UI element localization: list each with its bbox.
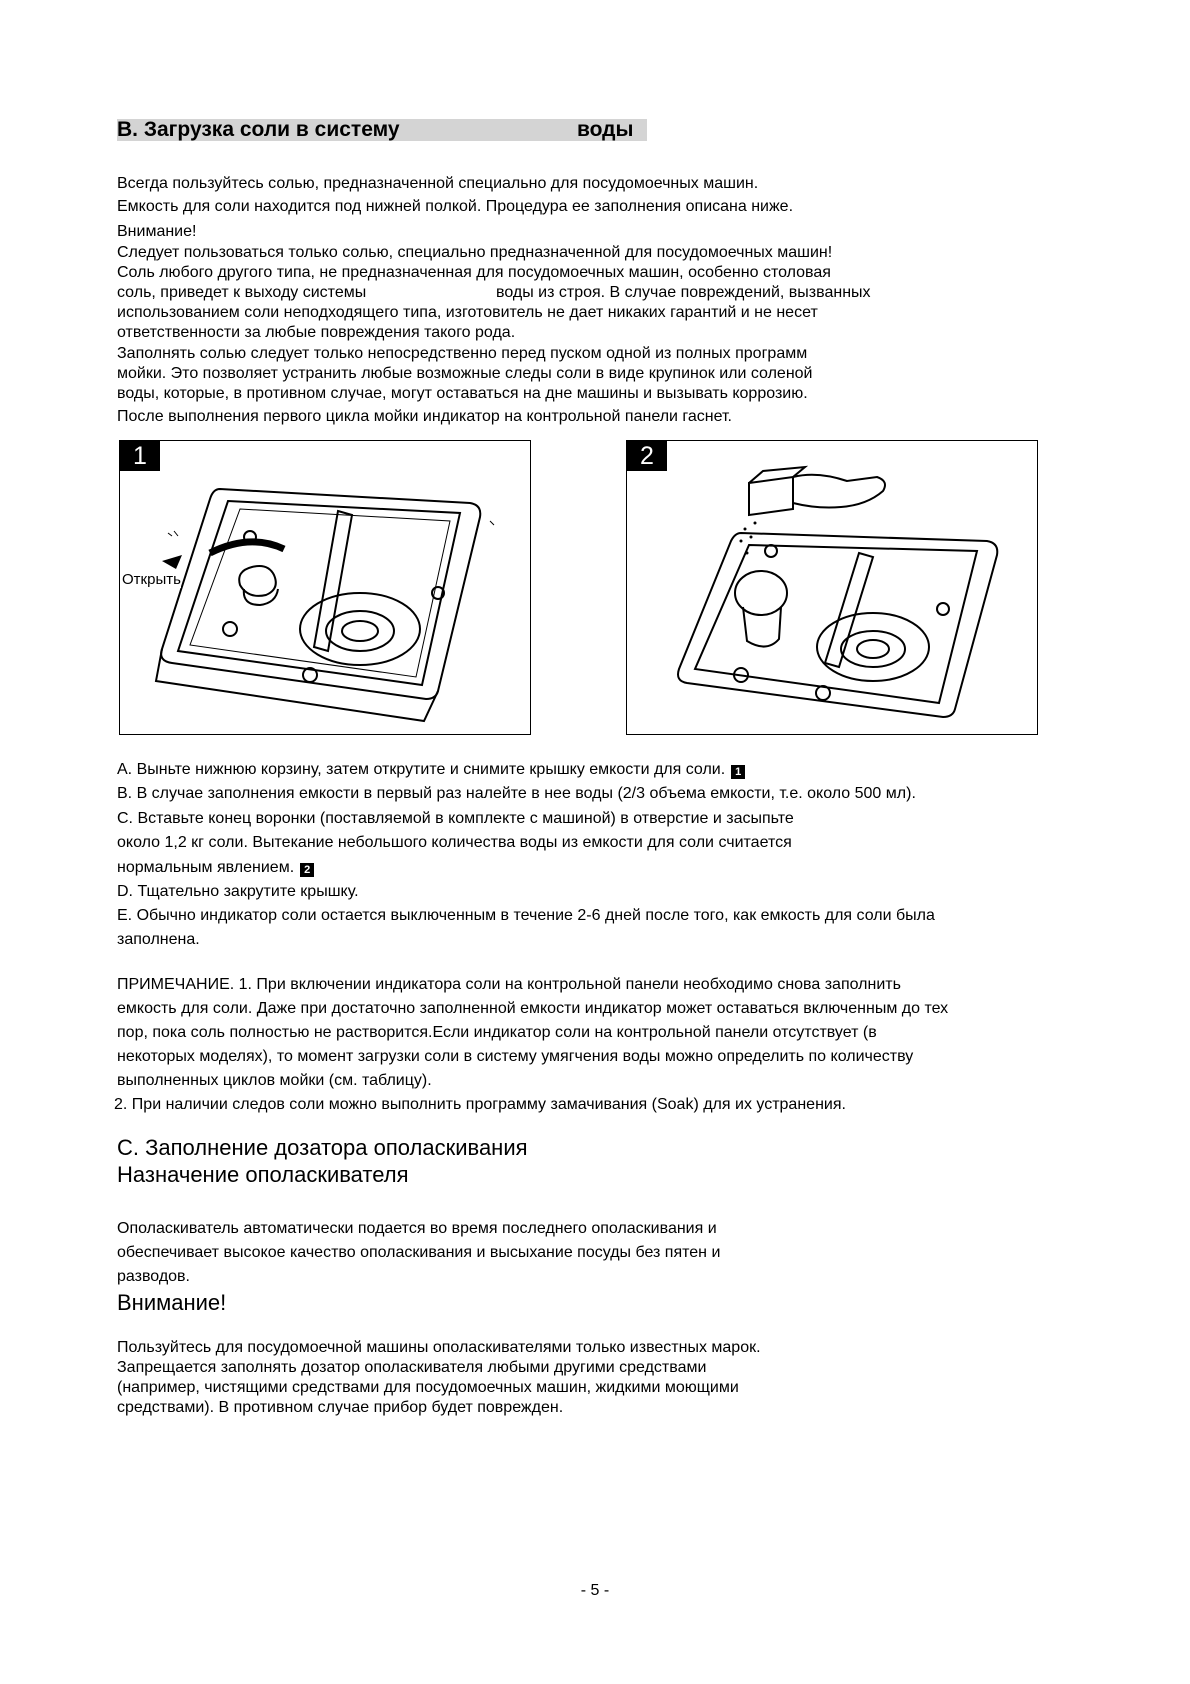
step-c-cont: около 1,2 кг соли. Вытекание небольшого количества воды из емкости для соли считается — [117, 834, 792, 851]
purpose-line: обеспечивает высокое качество ополаскивания и высыхание посуды без пятен и — [117, 1244, 721, 1261]
attention-line: воды, которые, в противном случае, могут оставаться на дне машины и вызывать коррозию. — [117, 385, 808, 402]
step-e: E. Обычно индикатор соли остается выключенным в течение 2-6 дней после того, как емкость для соли была — [117, 907, 935, 924]
attention-line: Следует пользоваться только солью, специально предназначенной для посудомоечных машин! — [117, 244, 833, 261]
section-c-title: C. Заполнение дозатора ополаскивания — [117, 1135, 528, 1160]
attention-line: средствами). В противном случае прибор будет поврежден. — [117, 1399, 564, 1416]
attention-line: воды из строя. В случае повреждений, вызванных — [496, 284, 871, 301]
section-b-heading — [117, 119, 647, 141]
attention-line: ответственности за любые повреждения такого рода. — [117, 324, 516, 341]
note-line-2: 2. При наличии следов соли можно выполнить программу замачивания (Soak) для их устранения. — [114, 1096, 846, 1113]
attention-line: использованием соли неподходящего типа, изготовитель не дает никаких гарантий и не несет — [117, 304, 818, 321]
step-d: D. Тщательно закрутите крышку. — [117, 883, 359, 900]
purpose-line: Ополаскиватель автоматически подается во время последнего ополаскивания и — [117, 1220, 717, 1237]
attention-line: соль, приведет к выходу системы — [117, 284, 367, 301]
dishwasher-tub-illustration — [120, 441, 530, 734]
paragraph: Емкость для соли находится под нижней полкой. Процедура ее заполнения описана ниже. — [117, 198, 794, 215]
note-line: емкость для соли. Даже при достаточно заполненной емкости индикатор может оставаться включенным до тех — [117, 1000, 949, 1017]
section-b-title: B. Загрузка соли в систему — [117, 118, 400, 141]
note-line: ПРИМЕЧАНИЕ. 1. При включении индикатора соли на контрольной панели необходимо снова заполнить — [117, 976, 901, 993]
figure-number: 1 — [120, 441, 160, 471]
attention-line: Заполнять солью следует только непосредственно перед пуском одной из полных программ — [117, 345, 808, 362]
paragraph: Всегда пользуйтесь солью, предназначенной специально для посудомоечных машин. — [117, 175, 759, 192]
note-line: некоторых моделях), то момент загрузки соли в систему умягчения воды можно определить по количеству — [117, 1048, 914, 1065]
attention-line: (например, чистящими средствами для посудомоечных машин, жидкими моющими — [117, 1379, 739, 1396]
open-label: Открыть — [122, 571, 181, 588]
purpose-line: разводов. — [117, 1268, 190, 1285]
note-line: выполненных циклов мойки (см. таблицу). — [117, 1072, 432, 1089]
attention-label: Внимание! — [117, 223, 197, 240]
page-number: - 5 - — [580, 1582, 610, 1599]
step-c-end: нормальным явлением. 2 — [117, 858, 314, 879]
paragraph: После выполнения первого цикла мойки индикатор на контрольной панели гаснет. — [117, 408, 732, 425]
attention-line: Соль любого другого типа, не предназначенная для посудомоечных машин, особенно столовая — [117, 264, 831, 281]
figure-ref-badge: 1 — [731, 765, 745, 779]
attention-line: мойки. Это позволяет устранить любые возможные следы соли в виде крупинок или соленой — [117, 365, 813, 382]
section-c-subtitle: Назначение ополаскивателя — [117, 1162, 409, 1187]
note-line: пор, пока соль полностью не растворится.Если индикатор соли на контрольной панели отсутствует (в — [117, 1024, 877, 1041]
attention-line: Пользуйтесь для посудомоечной машины ополаскивателями только известных марок. — [117, 1339, 761, 1356]
figure-number: 2 — [627, 441, 667, 471]
section-b-title-end: воды — [577, 118, 634, 141]
attention-line: Запрещается заполнять дозатор ополаскивателя любыми другими средствами — [117, 1359, 707, 1376]
figure-1 — [119, 440, 531, 735]
step-e-cont: заполнена. — [117, 931, 200, 948]
step-c: C. Вставьте конец воронки (поставляемой в комплекте с машиной) в отверстие и засыпьте — [117, 810, 794, 827]
figure-ref-badge: 2 — [300, 863, 314, 877]
figure-2 — [626, 440, 1038, 735]
salt-funnel-illustration — [627, 441, 1037, 734]
attention-heading: Внимание! — [117, 1290, 227, 1315]
step-a: A. Выньте нижнюю корзину, затем открутите и снимите крышку емкости для соли. 1 — [117, 760, 745, 781]
step-b: B. В случае заполнения емкости в первый раз налейте в нее воды (2/3 объема емкости, т.е. около 500 мл). — [117, 785, 916, 802]
